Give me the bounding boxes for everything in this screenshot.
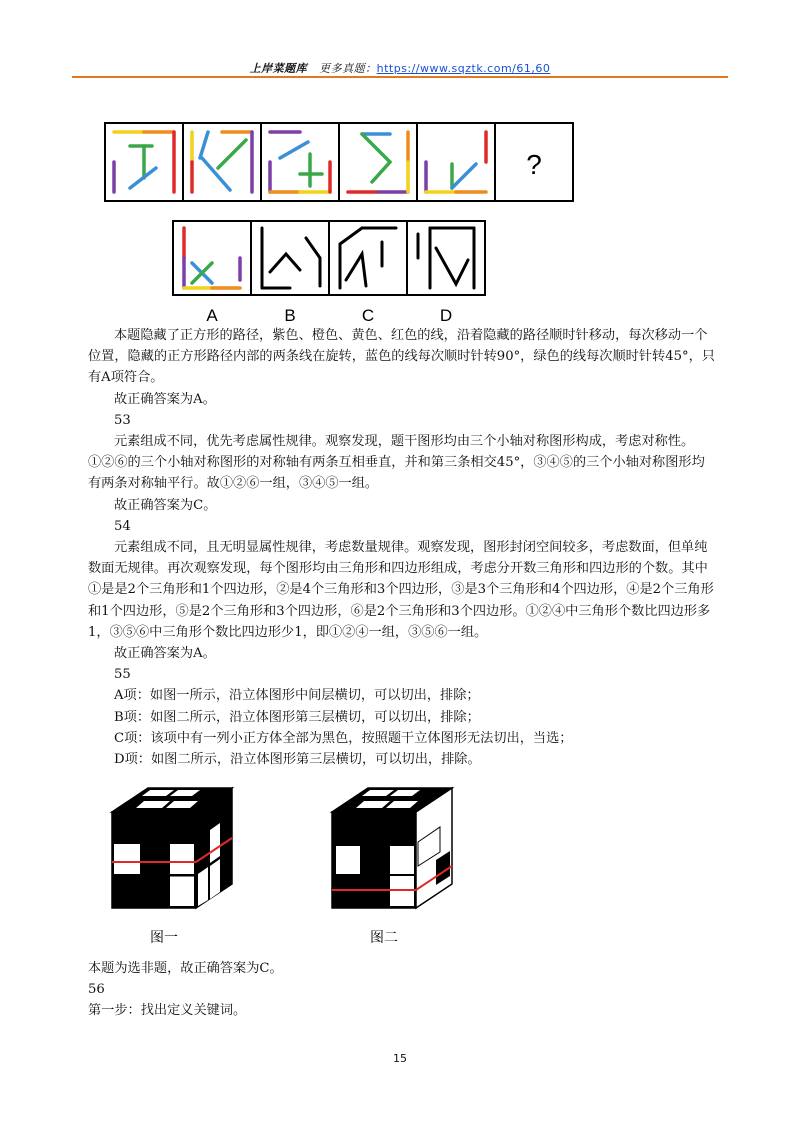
sequence-puzzle-figure <box>100 118 580 328</box>
option-label-b: B <box>284 306 296 325</box>
q53-explanation: 元素组成不同，优先考虑属性规律。观察发现，题干图形均由三个小轴对称图形构成，考虑对称性。①②⑥的三个小轴对称图形的对称轴有两条互相垂直，并和第三条相交45°，③④⑤的三个小轴对称图形均有两条对称轴平行。故①②⑥一组，③④⑤一组。 <box>88 434 705 492</box>
page-number: 15 <box>393 1052 407 1065</box>
option-c-figure <box>340 228 396 288</box>
cube-label-2: 图二 <box>370 930 398 946</box>
header-brand: 上岸菜题库 <box>249 62 308 75</box>
q53-number: 53 <box>114 412 131 428</box>
q56-step: 第一步：找出定义关键词。 <box>88 1003 247 1019</box>
option-b-figure <box>262 228 320 288</box>
header-link[interactable]: https://www.sqztk.com/61,60 <box>376 62 551 75</box>
puzzle-cell-5 <box>426 132 486 192</box>
q53-answer: 故正确答案为C。 <box>114 497 217 513</box>
q55-answer: 本题为选非题，故正确答案为C。 <box>88 961 283 976</box>
q54-explanation: 元素组成不同，且无明显属性规律，考虑数量规律。观察发现，图形封闭空间较多，考虑数面，但单纯数面无规律。再次观察发现，每个图形均由三角形和四边形组成，考虑分开数三角形和四边形的个数。其中①是是2个三角形和1个四边形，②是4个三角形和3个四边形，③是3个三角形和4个四边形，④是2个三角形和1个四边形，⑤是2个三角形和3个四边形，⑥是2个三角形和3个四边形。①②④中三角形个数比四边形多1，③⑤⑥中三角形个数比四边形少1，即①②④一组，③⑤⑥一组。 <box>88 540 714 640</box>
q54-answer: 故正确答案为A。 <box>114 646 216 662</box>
puzzle-cell-4 <box>348 132 408 192</box>
option-a-figure <box>184 228 240 288</box>
header-rule <box>72 76 728 78</box>
option-labels <box>206 306 452 325</box>
puzzle-cell-2 <box>192 132 252 192</box>
q52-explanation: 本题隐藏了正方形的路径，紫色、橙色、黄色、红色的线，沿着隐藏的路径顺时针移动，每次移动一个位置，隐藏的正方形路径内部的两条线在旋转，蓝色的线每次顺时针转90°，绿色的线每次顺时针转45°，只有A项符合。 <box>88 328 715 386</box>
q55-option-a: A项：如图一所示，沿立体图形中间层横切，可以切出，排除； <box>114 688 480 704</box>
cube-label-1: 图一 <box>150 930 178 946</box>
option-label-a: A <box>206 306 218 325</box>
option-d-figure <box>418 228 474 288</box>
q55-option-d: D项：如图二所示，沿立体图形第三层横切，可以切出，排除。 <box>114 752 481 768</box>
puzzle-cell-1 <box>114 132 174 192</box>
option-label-c: C <box>361 306 375 325</box>
header-more-label: 更多真题： <box>319 62 377 75</box>
q55-number: 55 <box>114 667 131 683</box>
q54-number: 54 <box>114 518 131 534</box>
q55-option-c: C项：该项中有一列小正方体全部为黑色，按照题干立体图形无法切出，当选； <box>114 730 573 746</box>
cube-2 <box>332 788 452 908</box>
puzzle-question-mark: ? <box>526 149 542 180</box>
cube-labels <box>150 930 398 946</box>
option-label-d: D <box>439 306 453 325</box>
explanation-block-1 <box>88 325 716 770</box>
cube-1 <box>112 788 232 908</box>
cube-figures <box>100 780 500 950</box>
q52-answer: 故正确答案为A。 <box>114 391 216 407</box>
q55-option-b: B项：如图二所示，沿立体图形第三层横切，可以切出，排除； <box>114 709 480 725</box>
q56-number: 56 <box>88 982 105 998</box>
page-header <box>0 60 800 76</box>
puzzle-cell-3 <box>270 132 330 192</box>
options-row <box>173 221 485 295</box>
explanation-block-2 <box>88 958 716 1022</box>
